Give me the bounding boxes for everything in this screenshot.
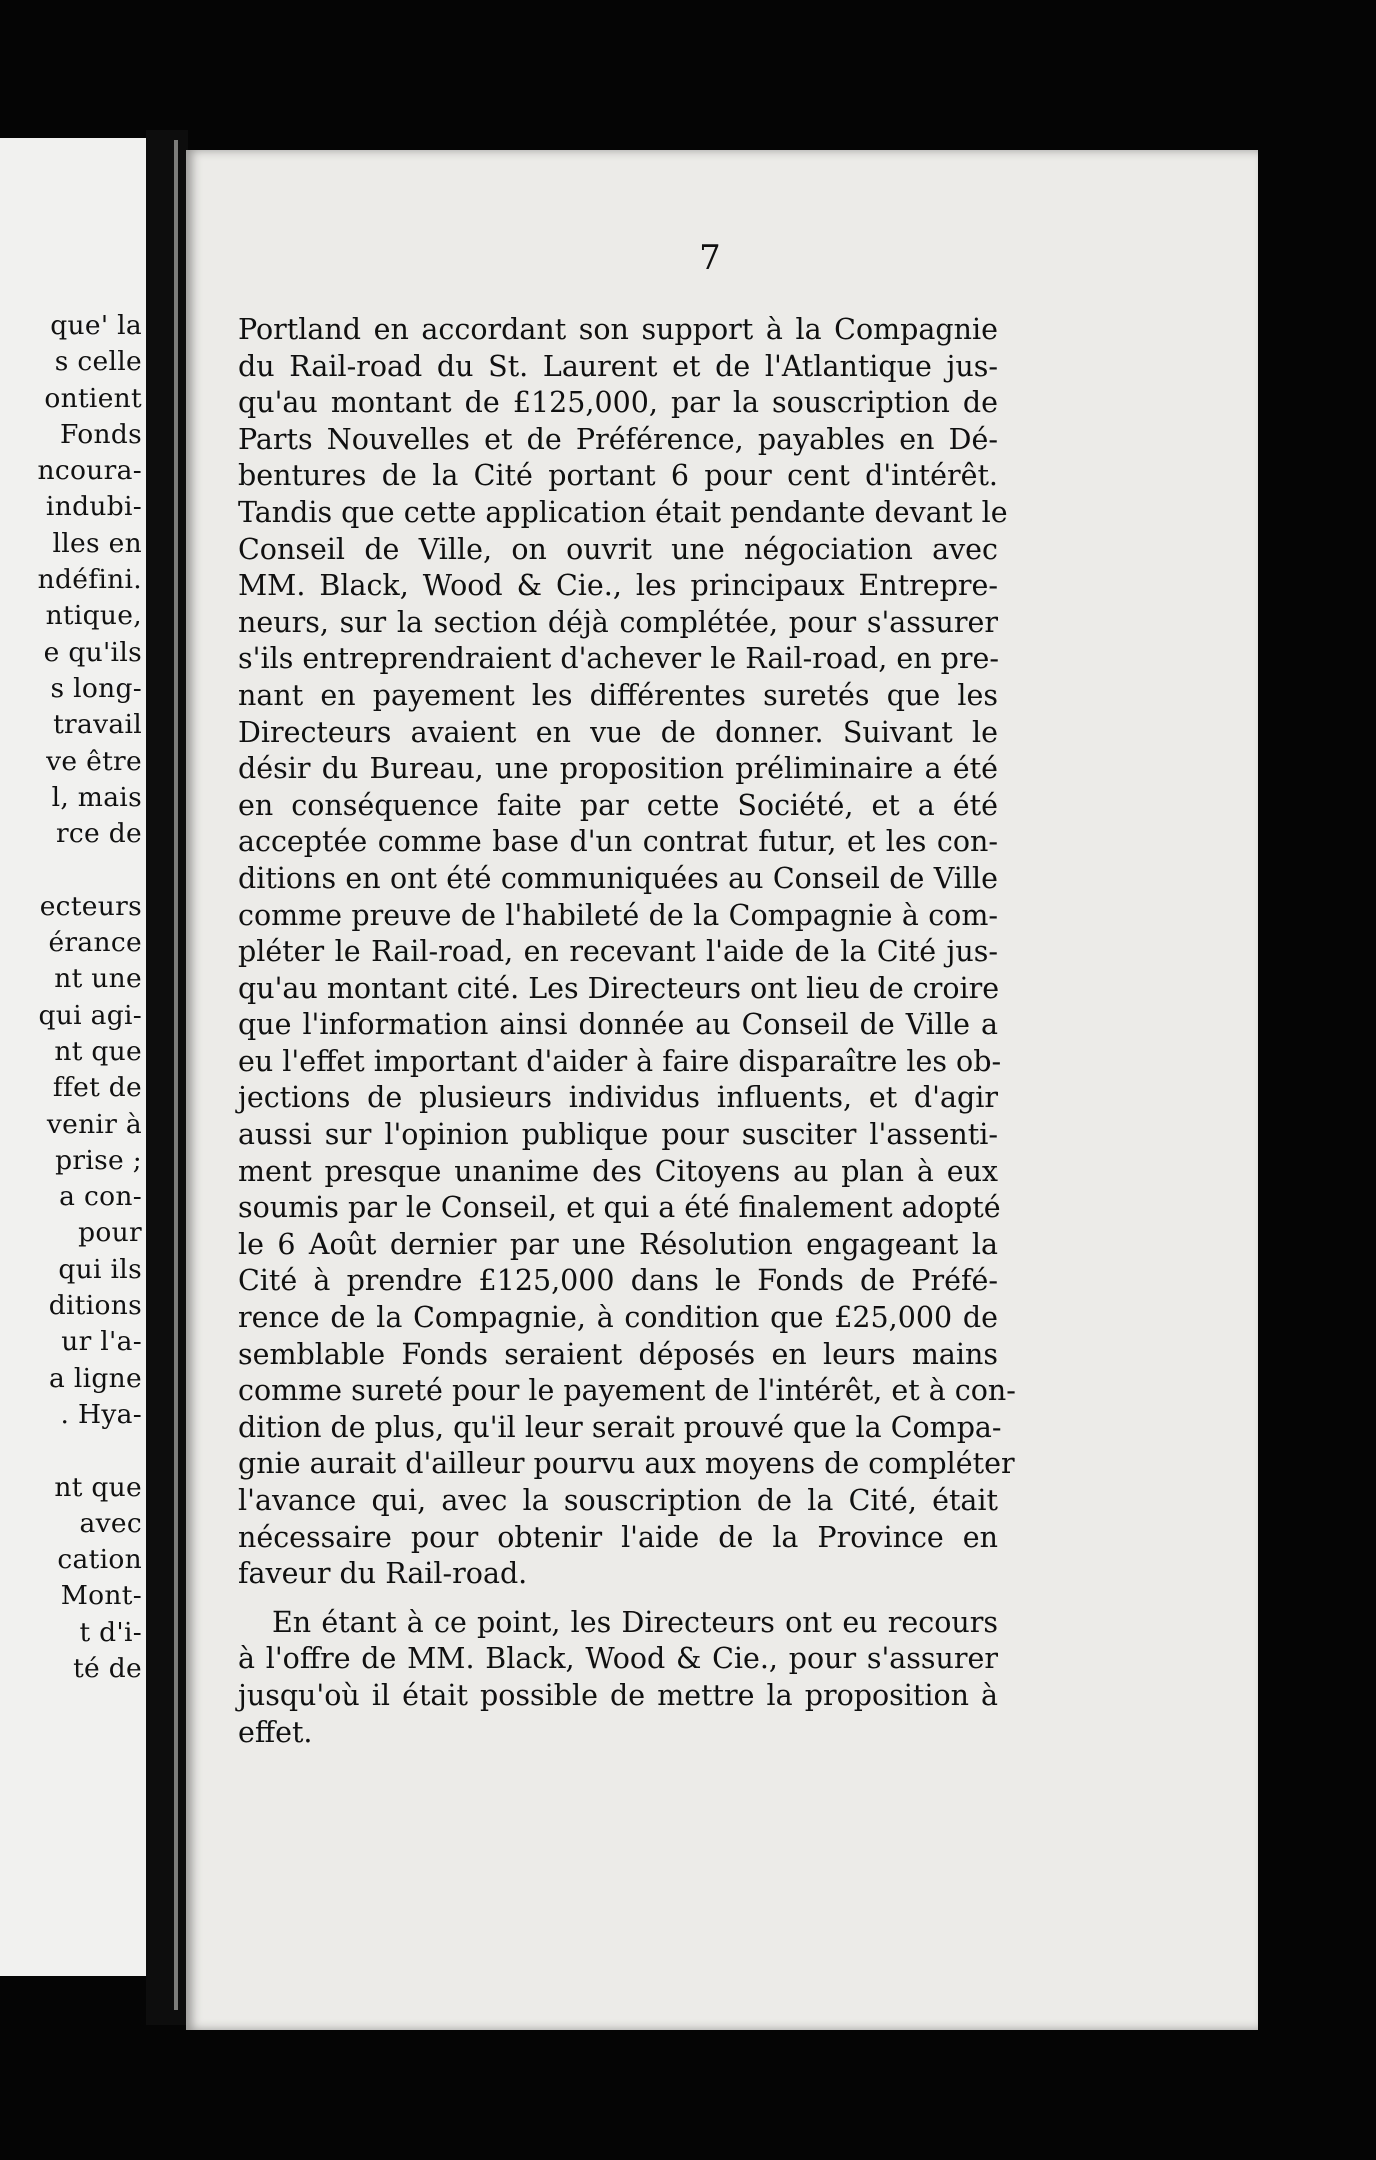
previous-page-line: e qu'ils <box>43 636 142 668</box>
text-line: désir du Bureau, une proposition préliminaire a été <box>238 752 998 786</box>
previous-page-line: pour <box>78 1217 142 1249</box>
text-line: le 6 Août dernier par une Résolution engageant la <box>238 1227 998 1261</box>
text-line: MM. Black, Wood & Cie., les principaux Entrepre- <box>238 569 998 603</box>
text-line: Directeurs avaient en vue de donner. Suivant le <box>238 715 998 749</box>
previous-page-line <box>0 1433 142 1469</box>
text-line: semblable Fonds seraient déposés en leurs mains <box>238 1337 998 1371</box>
previous-page-line: avec <box>79 1507 142 1539</box>
previous-page-line: nt une <box>54 963 142 995</box>
text-line: dition de plus, qu'il leur serait prouvé que la Compa- <box>238 1410 1002 1444</box>
text-line: Conseil de Ville, on ouvrit une négociation avec <box>238 532 998 566</box>
text-line: effet. <box>238 1715 313 1749</box>
scan-background-right <box>1258 0 1376 2160</box>
paragraph-gap <box>238 1593 998 1605</box>
text-line: neurs, sur la section déjà complétée, pour s'assurer <box>238 605 998 639</box>
previous-page-line <box>0 852 142 888</box>
previous-page-fragment <box>0 138 149 1976</box>
text-line: en conséquence faite par cette Société, et a été <box>238 788 998 822</box>
previous-page-line: lles en <box>52 527 142 559</box>
previous-page-line: prise ; <box>55 1144 142 1176</box>
text-line: nant en payement les différentes suretés que les <box>238 678 998 712</box>
previous-page-line: . Hya- <box>60 1398 142 1430</box>
text-line: à l'offre de MM. Black, Wood & Cie., pour s'assurer <box>238 1642 998 1676</box>
previous-page-line: indubi- <box>45 491 142 523</box>
text-line: s'ils entreprendraient d'achever le Rail-road, en pre- <box>238 642 1000 676</box>
previous-page-line: ndéfini. <box>37 564 142 596</box>
text-line: soumis par le Conseil, et qui a été finalement adopté <box>238 1191 1001 1225</box>
text-line: comme sureté pour le payement de l'intérêt, et à con- <box>238 1374 1016 1408</box>
previous-page-line: qui ils <box>58 1253 142 1285</box>
text-line: ditions en ont été communiquées au Conseil de Ville <box>238 861 998 895</box>
text-line: jusqu'où il était possible de mettre la proposition à <box>238 1678 998 1712</box>
text-line: que l'information ainsi donnée au Conseil de Ville a <box>238 1008 998 1042</box>
text-line: Parts Nouvelles et de Préférence, payables en Dé- <box>238 422 998 456</box>
previous-page-line: ontient <box>44 382 142 414</box>
previous-page-line: ncoura- <box>37 455 142 487</box>
text-line: rence de la Compagnie, à condition que £25,000 de <box>238 1301 998 1335</box>
previous-page-line: cation <box>57 1544 142 1576</box>
text-line: bentures de la Cité portant 6 pour cent d'intérêt. <box>238 459 998 493</box>
previous-page-line: a con- <box>59 1181 142 1213</box>
previous-page-line: Mont- <box>60 1580 142 1612</box>
text-line: pléter le Rail-road, en recevant l'aide de la Cité jus- <box>238 935 998 969</box>
page-body-text <box>238 312 1016 1751</box>
previous-page-line: ur l'a- <box>61 1326 142 1358</box>
text-line: En étant à ce point, les Directeurs ont eu recours <box>272 1605 998 1639</box>
text-line: Cité à prendre £125,000 dans le Fonds de Préfé- <box>238 1264 998 1298</box>
text-line: qu'au montant de £125,000, par la souscription de <box>238 386 998 420</box>
binding-stripe <box>174 140 178 2010</box>
previous-page-line: ditions <box>48 1290 142 1322</box>
text-line: acceptée comme base d'un contrat futur, et les con- <box>238 825 998 859</box>
book-page <box>186 150 1258 2030</box>
previous-page-line: érance <box>48 927 142 959</box>
previous-page-line: t d'i- <box>79 1616 142 1648</box>
previous-page-line: Fonds <box>59 418 142 450</box>
previous-page-line: l, mais <box>51 781 142 813</box>
previous-page-line: travail <box>53 709 142 741</box>
previous-page-line: nt que <box>54 1471 142 1503</box>
previous-page-line: nt que <box>54 1035 142 1067</box>
previous-page-line: rce de <box>55 818 142 850</box>
previous-page-line: ecteurs <box>39 890 142 922</box>
previous-page-line: s celle <box>54 346 142 378</box>
text-line: qu'au montant cité. Les Directeurs ont lieu de croire <box>238 971 1000 1005</box>
text-line: Portland en accordant son support à la Compagnie <box>238 313 998 346</box>
previous-page-line: ve être <box>46 745 142 777</box>
previous-page-line: a ligne <box>49 1362 142 1394</box>
text-line: ment presque unanime des Citoyens au plan à eux <box>238 1154 998 1188</box>
previous-page-line: ntique, <box>45 600 142 632</box>
previous-page-line: qui agi- <box>38 999 142 1031</box>
page-number: 7 <box>699 238 721 278</box>
text-line: jections de plusieurs individus influents, et d'agir <box>238 1081 998 1115</box>
previous-page-text <box>0 308 142 1687</box>
text-line: eu l'effet important d'aider à faire disparaître les ob- <box>238 1044 1002 1078</box>
previous-page-line: que' la <box>50 310 142 341</box>
text-line: aussi sur l'opinion publique pour susciter l'assenti- <box>238 1118 998 1152</box>
text-line: comme preuve de l'habileté de la Compagnie à com- <box>238 898 998 932</box>
book-gutter <box>146 130 188 2025</box>
text-line: nécessaire pour obtenir l'aide de la Province en <box>238 1520 998 1554</box>
text-line: faveur du Rail-road. <box>238 1557 528 1591</box>
previous-page-line: ffet de <box>52 1072 142 1104</box>
previous-page-line: té de <box>73 1652 142 1684</box>
text-line: gnie aurait d'ailleur pourvu aux moyens de compléter <box>238 1447 1015 1481</box>
previous-page-line: venir à <box>46 1108 142 1140</box>
text-line: Tandis que cette application était pendante devant le <box>238 495 1008 529</box>
text-line: du Rail-road du St. Laurent et de l'Atlantique jus- <box>238 349 998 383</box>
text-line: l'avance qui, avec la souscription de la Cité, était <box>238 1484 998 1517</box>
previous-page-line: s long- <box>50 672 142 704</box>
